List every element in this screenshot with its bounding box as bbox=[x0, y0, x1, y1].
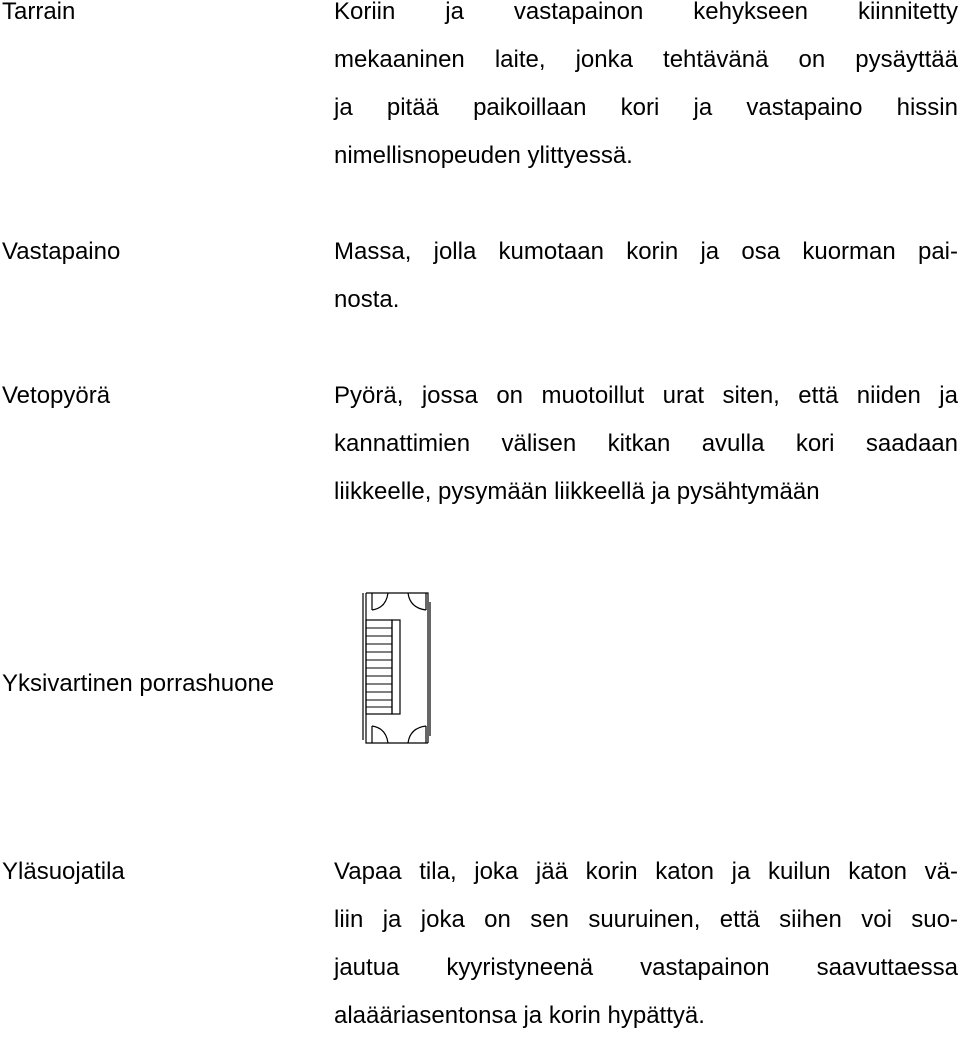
definition-line: alaääriasentonsa ja korin hypättyä. bbox=[334, 1002, 705, 1029]
term-vastapaino: Vastapaino bbox=[2, 238, 121, 265]
definition-vastapaino bbox=[334, 228, 958, 324]
definition-line: nimellisnopeuden ylittyessä. bbox=[334, 142, 633, 169]
definition-line: Pyörä, jossa on muotoillut urat siten, että niiden ja bbox=[334, 382, 958, 409]
term-tarrain: Tarrain bbox=[2, 0, 76, 25]
definition-line: ja pitää paikoillaan kori ja vastapaino hissin bbox=[334, 94, 958, 121]
stair-floor-plan-icon bbox=[356, 590, 436, 750]
definition-line: Vapaa tila, joka jää korin katon ja kuilun katon vä- bbox=[334, 858, 958, 885]
definition-tarrain bbox=[334, 0, 958, 180]
definition-line: liikkeelle, pysymään liikkeellä ja pysähtymään bbox=[334, 478, 820, 505]
definition-line: liin ja joka on sen suuruinen, että siihen voi suo- bbox=[334, 906, 958, 933]
definition-line: Massa, jolla kumotaan korin ja osa kuorman pai- bbox=[334, 238, 958, 265]
term-ylasuojatila: Yläsuojatila bbox=[2, 858, 125, 885]
definition-vetopyora bbox=[334, 372, 958, 516]
definition-line: jautua kyyristyneenä vastapainon saavuttaessa bbox=[334, 954, 958, 981]
definition-ylasuojatila bbox=[334, 848, 958, 1040]
definition-line: mekaaninen laite, jonka tehtävänä on pysäyttää bbox=[334, 46, 958, 73]
definition-line: Koriin ja vastapainon kehykseen kiinnitetty bbox=[334, 0, 958, 25]
definition-line: kannattimien välisen kitkan avulla kori saadaan bbox=[334, 430, 958, 457]
term-yksivartinen-porrashuone: Yksivartinen porrashuone bbox=[2, 670, 275, 697]
definition-line: nosta. bbox=[334, 286, 400, 313]
term-vetopyora: Vetopyörä bbox=[2, 382, 111, 409]
